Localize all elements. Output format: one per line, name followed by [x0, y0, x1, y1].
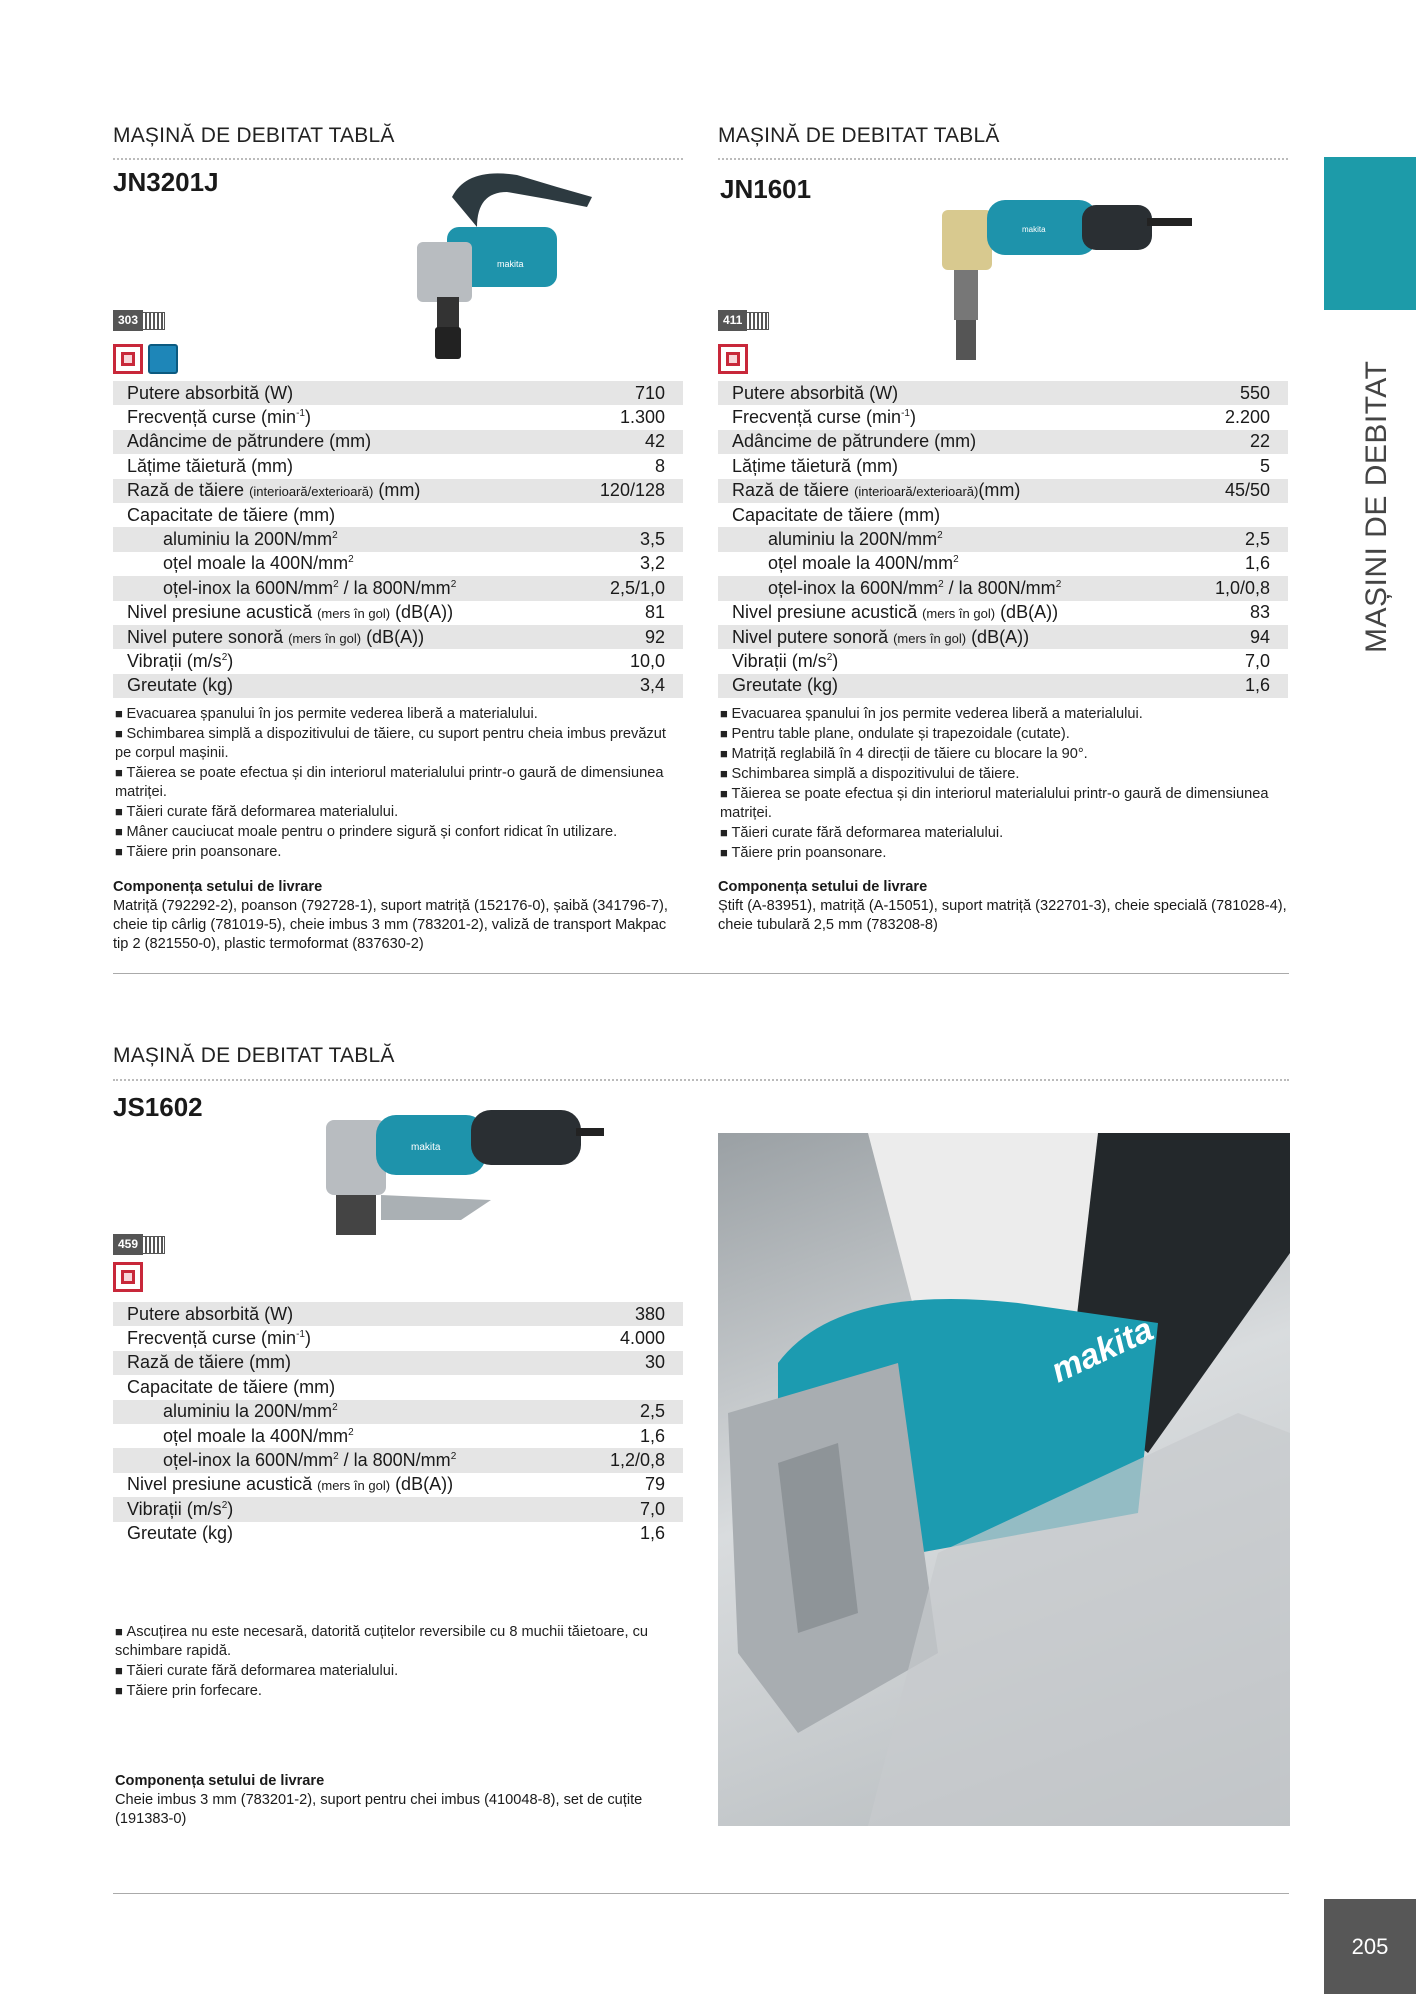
- weight-badge: [718, 310, 769, 331]
- spec-label-part: 2: [348, 554, 354, 566]
- spec-label-part: (interioară/exterioară): [249, 484, 374, 500]
- spec-label: [127, 1304, 293, 1325]
- spec-value: 1,6: [1244, 553, 1270, 574]
- spec-value: 22: [1249, 431, 1270, 452]
- page-number-text: 205: [1351, 1933, 1389, 1959]
- spec-label: [127, 1352, 291, 1373]
- feature-item: ■ Evacuarea șpanului în jos permite vederea liberă a materialului.: [115, 704, 685, 724]
- spec-label: [732, 407, 916, 428]
- spec-label-part: (interioară/exterioară): [854, 484, 979, 500]
- spec-table: [113, 381, 683, 698]
- feature-item: ■ Tăieri curate fără deformarea materialului.: [720, 823, 1290, 843]
- spec-row: [113, 430, 683, 454]
- spec-label-part: / la 800N/mm: [338, 1450, 451, 1471]
- spec-label-part: Greutate (kg): [732, 675, 839, 696]
- spec-row: [718, 405, 1288, 429]
- spec-label-part: -1: [296, 1329, 305, 1341]
- spec-label-part: (mm): [978, 480, 1021, 501]
- spec-label-part: Nivel presiune acustică: [127, 1474, 318, 1495]
- spec-label: [732, 651, 838, 672]
- spec-label: [127, 1377, 335, 1398]
- spec-label-part: 2: [826, 651, 833, 663]
- spec-label: [732, 602, 1058, 623]
- feature-item: ■ Evacuarea șpanului în jos permite vederea liberă a materialului.: [720, 704, 1290, 724]
- spec-label: [127, 1450, 456, 1471]
- spec-label-part: ): [909, 407, 916, 428]
- spec-label-part: Frecvență curse (min: [732, 407, 902, 428]
- spec-label-part: ): [227, 650, 234, 671]
- spec-row: [113, 503, 683, 527]
- spec-row: [113, 381, 683, 405]
- feature-list: [720, 704, 1290, 863]
- spec-label: [127, 651, 233, 672]
- spec-label-part: aluminiu la 200N/mm: [163, 529, 333, 550]
- spec-label-part: ): [227, 1498, 234, 1519]
- spec-label: [127, 578, 456, 599]
- spec-row: [113, 649, 683, 673]
- spec-value: 1,2/0,8: [609, 1450, 665, 1471]
- spec-row: [113, 601, 683, 625]
- spec-label: [127, 1426, 354, 1447]
- spec-value: 10,0: [629, 650, 665, 671]
- spec-label-part: ): [304, 1328, 311, 1349]
- spec-label-part: oțel moale la 400N/mm: [163, 553, 349, 574]
- spec-label-part: 2: [333, 578, 339, 590]
- feature-icons: [718, 344, 748, 374]
- spec-label: [732, 456, 898, 477]
- spec-label-part: (mers în gol): [317, 606, 391, 622]
- spec-label-part: 2: [953, 554, 959, 566]
- spec-label-part: (mers în gol): [893, 630, 967, 646]
- spec-row: [113, 1497, 683, 1521]
- spec-label-part: (mm): [373, 480, 421, 501]
- spec-value: 3,2: [639, 553, 665, 574]
- spec-table: [113, 1302, 683, 1546]
- spec-label: [732, 383, 898, 404]
- spec-label: [732, 627, 1029, 648]
- spec-label: [127, 1401, 338, 1422]
- spec-value: 92: [644, 626, 665, 647]
- feature-item: ■ Matriță reglabilă în 4 direcții de tăiere cu blocare la 90°.: [720, 744, 1290, 764]
- model-name: JS1602: [113, 1092, 203, 1122]
- spec-value: 94: [1249, 626, 1270, 647]
- spec-row: [718, 479, 1288, 503]
- model-name: JN1601: [720, 174, 812, 204]
- product-jn1601: [718, 120, 1288, 960]
- category-title: MAȘINĂ DE DEBITAT TABLĂ: [113, 1044, 395, 1067]
- spec-label-part: Frecvență curse (min: [127, 407, 297, 428]
- spec-row: [113, 1302, 683, 1326]
- spec-value: 2.200: [1224, 407, 1270, 428]
- spec-label-part: Greutate (kg): [127, 1523, 234, 1544]
- spec-value: 3,4: [639, 675, 665, 696]
- spec-value: 2,5: [639, 1401, 665, 1422]
- spec-label: [127, 1499, 233, 1520]
- spec-label: [732, 480, 1020, 501]
- spec-value: 8: [654, 455, 665, 476]
- feature-item: ■ Tăieri curate fără deformarea materialului.: [115, 1661, 655, 1681]
- spec-label-part: Adâncime de pătrundere (mm): [732, 431, 977, 452]
- square-cut-icon: [113, 344, 143, 374]
- spec-label-part: oțel-inox la 600N/mm: [163, 577, 334, 598]
- spec-label-part: oțel-inox la 600N/mm: [768, 577, 939, 598]
- feature-list: [115, 1622, 655, 1701]
- spec-label-part: aluminiu la 200N/mm: [768, 529, 938, 550]
- spec-row: [113, 454, 683, 478]
- spec-label-part: Rază de tăiere: [732, 480, 855, 501]
- spec-row: [718, 552, 1288, 576]
- spec-row: [113, 1400, 683, 1424]
- spec-value: 1,6: [1244, 675, 1270, 696]
- spec-label: [127, 480, 420, 501]
- spec-label-part: Nivel putere sonoră: [127, 626, 289, 647]
- spec-row: [113, 1473, 683, 1497]
- spec-label: [732, 431, 976, 452]
- spec-label-part: Nivel presiune acustică: [732, 602, 923, 623]
- badge-number: 303: [113, 310, 143, 331]
- spec-label-part: Putere absorbită (W): [127, 382, 294, 403]
- model-name: JN3201J: [113, 167, 219, 197]
- spec-label: [127, 1523, 233, 1544]
- spec-value: 30: [644, 1352, 665, 1373]
- spec-value: 3,5: [639, 529, 665, 550]
- spec-table: [718, 381, 1288, 698]
- feature-item: ■ Mâner cauciucat moale pentru o prindere sigură și confort ridicat în utilizare.: [115, 822, 685, 842]
- spec-label-part: Rază de tăiere: [127, 480, 250, 501]
- badge-number: 459: [113, 1234, 143, 1255]
- svg-text:makita: makita: [1022, 225, 1046, 234]
- spec-row: [718, 503, 1288, 527]
- spec-label: [127, 602, 453, 623]
- spec-row: [113, 1522, 683, 1546]
- spec-value: 7,0: [1244, 650, 1270, 671]
- product-jn3201j: [113, 120, 683, 960]
- spec-label-part: oțel moale la 400N/mm: [768, 553, 954, 574]
- spec-label: [732, 529, 943, 550]
- spec-label-part: / la 800N/mm: [943, 577, 1056, 598]
- spec-label: [732, 553, 959, 574]
- spec-row: [113, 576, 683, 600]
- spec-label: [127, 553, 354, 574]
- spec-label-part: Nivel putere sonoră: [732, 626, 894, 647]
- spec-label-part: Vibrații (m/s: [127, 650, 222, 671]
- spec-label: [127, 627, 424, 648]
- spec-value: 1,0/0,8: [1214, 577, 1270, 598]
- spec-row: [113, 1448, 683, 1472]
- spec-label-part: Vibrații (m/s: [732, 650, 827, 671]
- dotted-divider: [113, 1079, 1289, 1081]
- spec-row: [113, 527, 683, 551]
- spec-row: [718, 527, 1288, 551]
- spec-row: [718, 454, 1288, 478]
- dotted-divider: [718, 158, 1288, 160]
- spec-row: [113, 552, 683, 576]
- spec-label-part: Putere absorbită (W): [732, 382, 899, 403]
- page-number: [1324, 1899, 1416, 1994]
- svg-text:makita: makita: [1045, 1310, 1160, 1391]
- feature-item: ■ Tăieri curate fără deformarea materialului.: [115, 802, 685, 822]
- spec-label-part: 2: [221, 1499, 228, 1511]
- spec-label-part: (dB(A)): [966, 626, 1030, 647]
- feature-icons: [113, 344, 178, 374]
- makpac-case-icon: [148, 344, 178, 374]
- spec-label-part: 2: [938, 578, 944, 590]
- spec-label-part: (mers în gol): [288, 630, 362, 646]
- spec-label-part: 2: [450, 578, 457, 590]
- feature-item: ■ Schimbarea simplă a dispozitivului de tăiere.: [720, 764, 1290, 784]
- spec-value: 79: [644, 1474, 665, 1495]
- spec-row: [113, 405, 683, 429]
- spec-value: 4.000: [619, 1328, 665, 1349]
- spec-label: [732, 578, 1061, 599]
- spec-value: 45/50: [1224, 480, 1270, 501]
- spec-row: [113, 1351, 683, 1375]
- spec-label-part: aluminiu la 200N/mm: [163, 1401, 333, 1422]
- spec-label-part: Capacitate de tăiere (mm): [127, 504, 336, 525]
- spec-label: [127, 456, 293, 477]
- spec-label: [127, 529, 338, 550]
- spec-label: [732, 505, 940, 526]
- spec-value: 42: [644, 431, 665, 452]
- spec-row: [718, 381, 1288, 405]
- spec-label: [732, 675, 838, 696]
- spec-label: [127, 383, 293, 404]
- spec-row: [113, 625, 683, 649]
- spec-label-part: (dB(A)): [995, 602, 1059, 623]
- spec-label-part: Greutate (kg): [127, 675, 234, 696]
- feature-item: ■ Schimbarea simplă a dispozitivului de tăiere, cu suport pentru cheia imbus prevăzut pe corpul mașinii.: [115, 724, 685, 763]
- set-contents: Știft (A-83951), matriță (A-15051), suport matriță (322701-3), cheie specială (781028-4), cheie tubulară 2,5 mm (783208-8): [718, 898, 1287, 933]
- spring-icon: [143, 1236, 165, 1254]
- spec-value: 710: [634, 382, 665, 403]
- spec-value: 83: [1249, 602, 1270, 623]
- badge-number: 411: [718, 310, 747, 331]
- product-js1602: [113, 1040, 683, 1840]
- spec-row: [113, 479, 683, 503]
- square-cut-icon: [718, 344, 748, 374]
- spec-label-part: / la 800N/mm: [338, 577, 451, 598]
- spec-label: [127, 1474, 453, 1495]
- spec-value: 2,5/1,0: [609, 577, 665, 598]
- spec-label-part: 2: [1055, 578, 1062, 590]
- spec-label-part: Frecvență curse (min: [127, 1328, 297, 1349]
- feature-item: ■ Tăierea se poate efectua și din interiorul materialului printr-o gaură de dimensiunea matriței.: [720, 784, 1290, 823]
- spec-value: 81: [644, 602, 665, 623]
- feature-item: ■ Tăiere prin poansonare.: [115, 842, 685, 862]
- spec-label-part: 2: [221, 651, 228, 663]
- spec-value: 120/128: [599, 480, 665, 501]
- spec-label: [127, 675, 233, 696]
- spec-value: 2,5: [1244, 529, 1270, 550]
- feature-item: ■ Tăiere prin forfecare.: [115, 1681, 655, 1701]
- spec-label-part: -1: [901, 408, 910, 420]
- spec-row: [113, 1424, 683, 1448]
- set-title: Componența setului de livrare: [115, 1773, 325, 1789]
- spec-value: 7,0: [639, 1498, 665, 1519]
- spec-label-part: -1: [296, 408, 305, 420]
- svg-text:makita: makita: [497, 259, 524, 269]
- spec-label-part: Capacitate de tăiere (mm): [732, 504, 941, 525]
- spec-label-part: Lățime tăietură (mm): [732, 455, 899, 476]
- section-tab: [1324, 157, 1416, 310]
- spec-label-part: (dB(A)): [390, 602, 454, 623]
- spec-label-part: (dB(A)): [390, 1474, 454, 1495]
- set-contents: Matriță (792292-2), poanson (792728-1), suport matriță (152176-0), șaibă (341796-7), cheie tip cârlig (781019-5), cheie imbus 3 mm (783201-2), valiză de transport Makpac tip 2 (821550-0), plastic termoformat (837630-2): [113, 898, 668, 952]
- spec-label-part: Nivel presiune acustică: [127, 602, 318, 623]
- set-title: Componența setului de livrare: [113, 879, 323, 895]
- spec-label: [127, 505, 335, 526]
- product-image: [932, 180, 1197, 365]
- footer-divider: [113, 1893, 1289, 1894]
- spec-label-part: 2: [937, 530, 943, 542]
- spec-row: [718, 430, 1288, 454]
- spec-label-part: 2: [332, 1402, 338, 1414]
- spec-label-part: ): [304, 407, 311, 428]
- feature-item: ■ Tăiere prin poansonare.: [720, 843, 1290, 863]
- spec-row: [718, 674, 1288, 698]
- spec-label-part: ): [832, 650, 839, 671]
- feature-icons: [113, 1262, 143, 1292]
- spec-label-part: Putere absorbită (W): [127, 1303, 294, 1324]
- spec-label-part: 2: [348, 1426, 354, 1438]
- spec-label-part: (mers în gol): [922, 606, 996, 622]
- spec-label-part: Rază de tăiere (mm): [127, 1352, 292, 1373]
- spec-label-part: oțel moale la 400N/mm: [163, 1425, 349, 1446]
- feature-item: ■ Ascuțirea nu este necesară, datorită cuțitelor reversibile cu 8 muchii tăietoare, cu schimbare rapidă.: [115, 1622, 655, 1661]
- usage-photo: [718, 1133, 1290, 1826]
- spec-value: 550: [1239, 382, 1270, 403]
- spring-icon: [747, 312, 769, 330]
- dotted-divider: [113, 158, 683, 160]
- weight-badge: [113, 310, 165, 331]
- feature-item: ■ Tăierea se poate efectua și din interiorul materialului printr-o gaură de dimensiunea matriței.: [115, 763, 685, 802]
- section-tab-label: MAȘINI DE DEBITAT: [1360, 360, 1393, 653]
- spec-row: [113, 674, 683, 698]
- square-cut-icon: [113, 1262, 143, 1292]
- weight-badge: [113, 1234, 165, 1255]
- spec-value: 5: [1259, 455, 1270, 476]
- spec-row: [718, 576, 1288, 600]
- spec-value: 1,6: [639, 1425, 665, 1446]
- spec-label: [127, 407, 311, 428]
- product-image: [321, 1100, 606, 1285]
- spec-label-part: Adâncime de pătrundere (mm): [127, 431, 372, 452]
- set-title: Componența setului de livrare: [718, 879, 928, 895]
- spec-label-part: (dB(A)): [361, 626, 425, 647]
- feature-list: [115, 704, 685, 862]
- feature-item: ■ Pentru table plane, ondulate și trapezoidale (cutate).: [720, 724, 1290, 744]
- section-divider: [113, 973, 1289, 974]
- spec-row: [718, 625, 1288, 649]
- svg-text:makita: makita: [411, 1142, 441, 1153]
- spec-label: [127, 431, 371, 452]
- spec-label-part: 2: [333, 1451, 339, 1463]
- product-image: [407, 167, 597, 367]
- spec-value: 1.300: [619, 407, 665, 428]
- set-contents: Cheie imbus 3 mm (783201-2), suport pentru chei imbus (410048-8), set de cuțite (191383-0): [115, 1792, 643, 1827]
- spec-value: 380: [634, 1303, 665, 1324]
- category-title: MAȘINĂ DE DEBITAT TABLĂ: [718, 124, 1000, 147]
- category-title: MAȘINĂ DE DEBITAT TABLĂ: [113, 124, 395, 147]
- spec-label-part: (mers în gol): [317, 1478, 391, 1494]
- spec-label-part: Lățime tăietură (mm): [127, 455, 294, 476]
- spring-icon: [143, 312, 165, 330]
- spec-label-part: Vibrații (m/s: [127, 1498, 222, 1519]
- spec-value: 1,6: [639, 1523, 665, 1544]
- spec-label: [127, 1328, 311, 1349]
- spec-row: [718, 601, 1288, 625]
- spec-row: [113, 1326, 683, 1350]
- spec-label-part: oțel-inox la 600N/mm: [163, 1450, 334, 1471]
- spec-row: [113, 1375, 683, 1399]
- spec-label-part: 2: [332, 530, 338, 542]
- spec-row: [718, 649, 1288, 673]
- spec-label-part: Capacitate de tăiere (mm): [127, 1376, 336, 1397]
- spec-label-part: 2: [450, 1451, 457, 1463]
